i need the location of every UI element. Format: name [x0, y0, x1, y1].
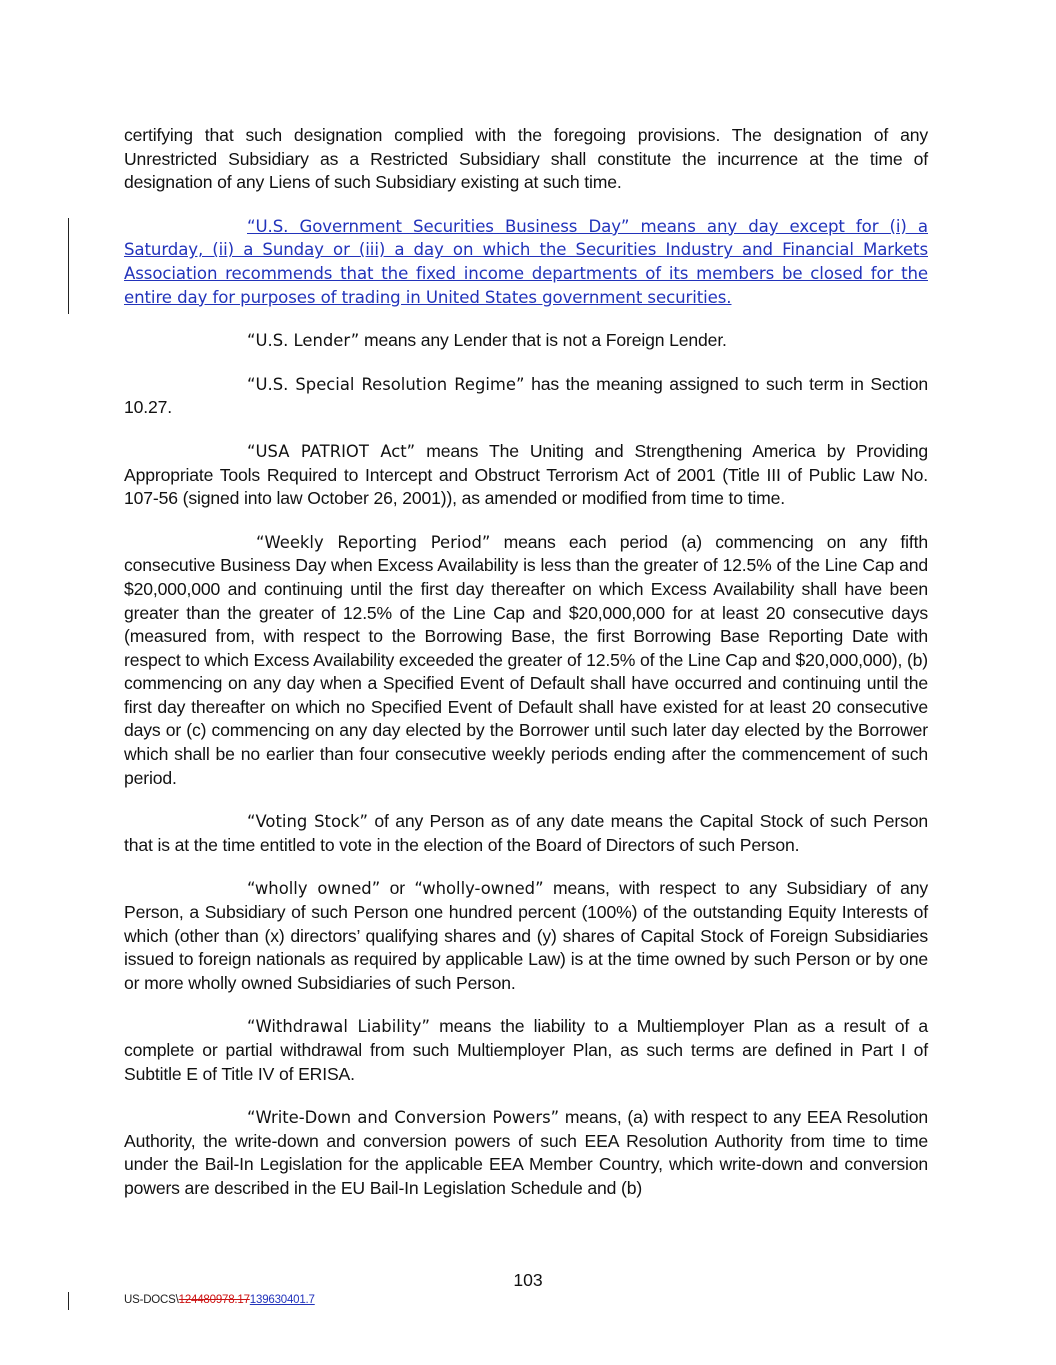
- definition-wholly-owned: [124, 877, 928, 995]
- inserted-text: “U.S. Government Securities Business Day” means any day except for (i) a Saturday, (ii) a Sunday or (iii) a day on which the Securities Industry and Financial Markets Association recommends that the fixed income departments of its members be closed for the entire day for purposes of trading in United States government securities.: [124, 216, 928, 307]
- defined-term: “U.S. Special Resolution Regime”: [247, 374, 525, 394]
- paragraph-text: certifying that such designation complied with the foregoing provisions. The designation of any Unrestricted Subsidiary as a Restricted Subsidiary shall constitute the incurrence at the time of designation of any Liens of such Subsidiary existing at such time.: [124, 125, 928, 193]
- definition-voting-stock: [124, 810, 928, 857]
- defined-term: “Write-Down and Conversion Powers”: [247, 1108, 560, 1128]
- definition-text: means each period (a) commencing on any fifth consecutive Business Day when Excess Availability is less than the greater of 12.5% of the Line Cap and $20,000,000 and continuing until the first day thereafter on which Excess Availability shall have been greater than the greater of 12.5% of the Line Cap and $20,000,000 for at least 20 consecutive days (measured from, with respect to the Borrowing Base, the first Borrowing Base Reporting Date with respect to which Excess Availability exceeded the greater of 12.5% of the Line Cap and $20,000,000), (b) commencing on any day when a Specified Event of Default shall have occurred and continuing until the first day thereafter on which no Specified Event of Default shall have existed for at least 20 consecutive days or (c) commencing on any day elected by the Borrower until such later day elected by the Borrower which shall be no earlier than four consecutive weekly periods ending after the commencement of such period.: [124, 531, 928, 788]
- definition-text: means, (a) with respect to any EEA Resolution Authority, the write-down and conversion powers of such EEA Resolution Authority from time to time under the Bail-In Legislation for the applicable EEA Member Country, which write-down and conversion powers are described in the EU Bail-In Legislation Schedule and (b): [124, 1107, 928, 1198]
- change-bar: [68, 218, 69, 314]
- definition-usa-patriot-act: [124, 440, 928, 511]
- definition-text: means any Lender that is not a Foreign Lender.: [359, 330, 727, 351]
- definition-text: means, with respect to any Subsidiary of any Person, a Subsidiary of such Person one hundred percent (100%) of the outstanding Equity Interests of which (other than (x) directors’ qualifying shares and (y) shares of Capital Stock of Foreign Subsidiaries issued to foreign nationals as required by applicable Law) is at the time owned by such Person or by one or more wholly owned Subsidiaries of such Person.: [124, 878, 928, 993]
- document-page: [124, 124, 928, 1221]
- definition-text: means The Uniting and Strengthening America by Providing Appropriate Tools Required to Intercept and Obstruct Terrorism Act of 2001 (Title III of Public Law No. 107-56 (signed into law October 26, 2001)), as amended or modified from time to time.: [124, 440, 928, 509]
- doc-id-deleted: 124480978.17: [178, 1294, 250, 1306]
- definition-text: of any Person as of any date means the Capital Stock of such Person that is at the time entitled to vote in the election of the Board of Directors of such Person.: [124, 811, 929, 855]
- defined-term: “USA PATRIOT Act”: [247, 441, 416, 461]
- defined-term: “Withdrawal Liability”: [247, 1017, 430, 1037]
- definition-withdrawal-liability: [124, 1015, 928, 1086]
- doc-id-inserted: 139630401.7: [249, 1294, 315, 1306]
- definition-weekly-reporting-period: [124, 531, 928, 791]
- defined-term: “Weekly Reporting Period”: [256, 532, 491, 552]
- definition-write-down-and-conversion-powers: [124, 1106, 928, 1200]
- defined-term: “Voting Stock”: [247, 812, 368, 832]
- paragraph-continuation: [124, 124, 928, 195]
- defined-term: “wholly-owned”: [414, 879, 544, 899]
- change-bar: [68, 1292, 69, 1310]
- connector-text: or: [380, 878, 415, 899]
- document-id: [124, 1294, 315, 1306]
- doc-id-prefix: US-DOCS\: [124, 1294, 179, 1306]
- page-number: 103: [513, 1270, 543, 1290]
- definition-us-government-securities-business-day: [124, 215, 928, 309]
- definition-text: has the meaning assigned to such term in Section 10.27.: [124, 373, 928, 418]
- defined-term: “wholly owned”: [247, 879, 381, 899]
- definition-us-lender: [124, 329, 928, 353]
- defined-term: “U.S. Lender”: [247, 331, 360, 351]
- definition-us-special-resolution-regime: [124, 373, 928, 420]
- definition-text: means the liability to a Multiemployer Plan as a result of a complete or partial withdrawal from such Multiemployer Plan, as such terms are defined in Part I of Subtitle E of Title IV of ERISA.: [124, 1016, 928, 1084]
